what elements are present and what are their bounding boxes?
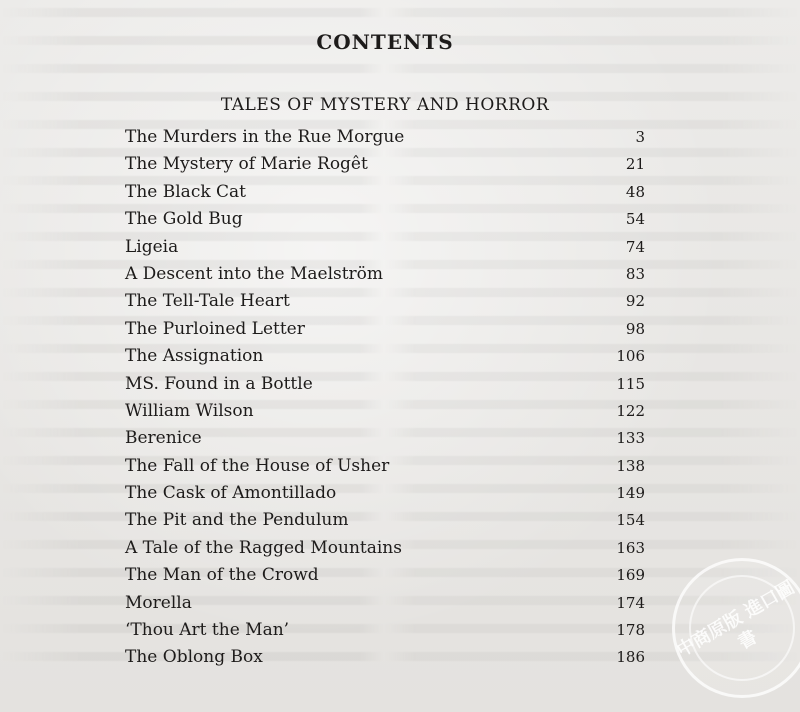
toc-entry-title: The Purloined Letter xyxy=(125,318,305,339)
toc-entry-page-number: 83 xyxy=(625,264,645,283)
toc-entry-page-number: 74 xyxy=(625,237,645,256)
toc-entry xyxy=(125,590,645,617)
toc-entry-title: William Wilson xyxy=(125,400,254,421)
toc-entry-title: The Gold Bug xyxy=(125,209,243,230)
certification-stamp xyxy=(672,558,800,698)
toc-entry xyxy=(125,398,645,425)
stamp-text: 中商原版 進口圖書 xyxy=(673,577,799,662)
toc-entry-title: The Man of the Crowd xyxy=(125,565,319,586)
toc-entry xyxy=(125,151,645,178)
toc-entry xyxy=(125,316,645,343)
toc-entry-page-number: 98 xyxy=(625,319,645,338)
toc-entry-title: The Fall of the House of Usher xyxy=(125,455,390,476)
toc-entry-page-number: 92 xyxy=(625,292,645,311)
toc-entry xyxy=(125,206,645,233)
toc-entry-page-number: 186 xyxy=(616,648,645,667)
toc-entry-title: The Pit and the Pendulum xyxy=(125,510,349,531)
toc-entry xyxy=(125,371,645,398)
toc-entry-page-number: 3 xyxy=(635,128,645,146)
toc-entry xyxy=(125,261,645,288)
toc-entry xyxy=(125,288,645,315)
toc-entry-title: The Cask of Amontillado xyxy=(125,483,337,504)
toc-entry xyxy=(125,425,645,452)
toc-entry-title: The Oblong Box xyxy=(125,647,263,668)
toc-entry-page-number: 54 xyxy=(625,210,645,229)
toc-entry-page-number: 122 xyxy=(616,401,645,420)
toc-entry-title: A Tale of the Ragged Mountains xyxy=(125,537,402,558)
toc-entry-page-number: 106 xyxy=(616,347,645,366)
toc-entry-page-number: 138 xyxy=(616,456,645,475)
toc-entry xyxy=(125,453,645,480)
toc-entry xyxy=(125,644,645,671)
toc-entry-title: The Murders in the Rue Morgue xyxy=(125,127,405,147)
contents-heading: CONTENTS xyxy=(316,30,454,54)
toc-entry-page-number: 174 xyxy=(616,593,645,612)
toc-entry-title: Ligeia xyxy=(125,236,179,257)
toc-entry xyxy=(125,234,645,261)
toc-entry-title: ‘Thou Art the Man’ xyxy=(125,620,290,641)
toc-entry-title: Berenice xyxy=(125,428,202,449)
toc-entry-title: The Mystery of Marie Rogêt xyxy=(125,154,368,175)
toc-entry-title: A Descent into the Maelström xyxy=(125,263,384,284)
toc-entry xyxy=(125,617,645,644)
toc-entry-page-number: 115 xyxy=(616,374,645,393)
toc-entry-title: The Black Cat xyxy=(125,181,247,202)
show-through-line xyxy=(0,8,800,17)
toc-entry-page-number: 149 xyxy=(616,484,645,503)
toc-entry-page-number: 178 xyxy=(616,621,645,640)
toc-entry-title: The Assignation xyxy=(125,346,264,367)
table-of-contents xyxy=(125,124,645,672)
toc-entry xyxy=(125,179,645,206)
toc-entry xyxy=(125,562,645,589)
toc-entry xyxy=(125,480,645,507)
section-title: TALES OF MYSTERY AND HORROR xyxy=(220,95,550,115)
toc-entry-page-number: 133 xyxy=(616,429,645,448)
toc-entry xyxy=(125,507,645,534)
toc-entry xyxy=(125,124,645,151)
show-through-line xyxy=(0,64,800,73)
toc-entry-title: MS. Found in a Bottle xyxy=(125,373,313,394)
toc-entry-page-number: 169 xyxy=(616,566,645,585)
toc-entry-title: The Tell-Tale Heart xyxy=(125,291,290,312)
toc-entry-page-number: 21 xyxy=(625,155,645,174)
toc-entry xyxy=(125,535,645,562)
toc-entry-page-number: 48 xyxy=(625,182,645,201)
toc-entry-title: Morella xyxy=(125,592,192,613)
toc-entry-page-number: 154 xyxy=(616,511,645,530)
toc-entry xyxy=(125,343,645,370)
toc-entry-page-number: 163 xyxy=(616,538,645,557)
